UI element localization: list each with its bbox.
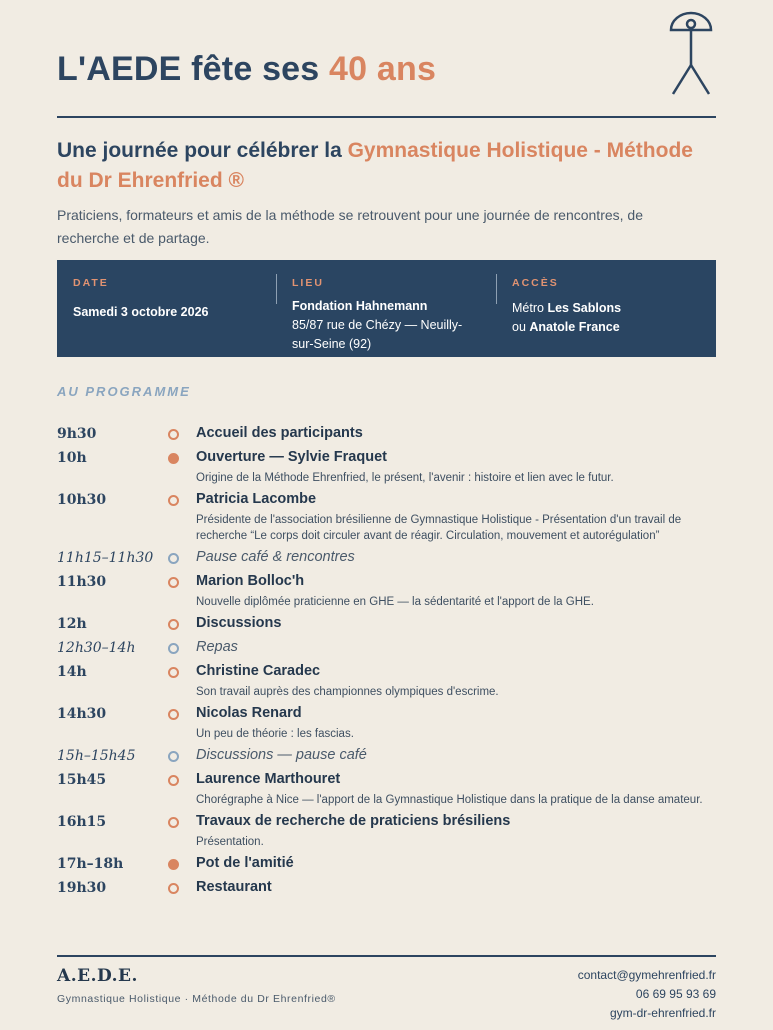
program-title: Laurence Marthouret <box>196 771 341 787</box>
lieu-name: Fondation Hahnemann <box>292 299 428 313</box>
program-item <box>57 878 716 902</box>
program-title: Patricia Lacombe <box>196 491 317 507</box>
program-item <box>57 548 716 572</box>
circle-dot-icon <box>168 619 179 630</box>
subtitle-lead: Une journée pour célébrer la <box>57 139 348 162</box>
program-description: Un peu de théorie : les fascias. <box>196 728 354 740</box>
program-time: 16h15 <box>57 814 107 830</box>
program-item <box>57 704 716 746</box>
program-item <box>57 854 716 878</box>
acces-line-2 <box>512 318 702 337</box>
program-title: Marion Bolloc'h <box>196 573 305 589</box>
program-row <box>57 490 716 514</box>
program-row <box>57 448 716 472</box>
program-description: Son travail auprès des championnes olympiques d'escrime. <box>196 686 499 698</box>
program-heading: AU PROGRAMME <box>57 384 191 399</box>
program-title: Pause café & rencontres <box>196 549 355 565</box>
program-row <box>57 854 716 878</box>
contact-block <box>578 966 716 1023</box>
circle-dot-icon <box>168 577 179 588</box>
org-tagline: Gymnastique Holistique · Méthode du Dr Ehrenfried® <box>57 993 336 1005</box>
program-title: Nicolas Renard <box>196 705 302 721</box>
lieu-address: 85/87 rue de Chézy — Neuilly-sur-Seine (92) <box>292 318 463 351</box>
program-list <box>57 424 716 902</box>
program-time: 11h30 <box>57 574 107 590</box>
program-time: 9h30 <box>57 426 97 442</box>
filled-dot-icon <box>168 453 179 464</box>
acces-line-1 <box>512 299 702 318</box>
program-item <box>57 448 716 490</box>
program-item <box>57 770 716 812</box>
program-title: Repas <box>196 639 238 655</box>
program-description: Présidente de l'association brésilienne de Gymnastique Holistique - Présentation d'un travail de recherche “Le corps doit circuler avant de réagir. Circulation, mouvement et autorégulation” <box>196 514 682 542</box>
subtitle-accent: Gymnastique Holistique - Méthode du Dr Ehrenfried ® <box>57 139 693 192</box>
program-time: 11h15–11h30 <box>57 550 154 566</box>
circle-dot-icon <box>168 429 179 440</box>
circle-dot-icon <box>168 775 179 786</box>
metro-station: Les Sablons <box>547 301 622 315</box>
org-name: A.E.D.E. <box>57 966 138 986</box>
circle-dot-icon <box>168 495 179 506</box>
program-title: Accueil des participants <box>196 425 363 441</box>
program-title: Pot de l'amitié <box>196 855 294 871</box>
program-time: 12h <box>57 616 87 632</box>
program-time: 10h30 <box>57 492 107 508</box>
program-title: Restaurant <box>196 879 272 895</box>
program-row <box>57 638 716 662</box>
program-item <box>57 638 716 662</box>
circle-dot-icon <box>168 643 179 654</box>
acces-prefix: ou <box>512 320 530 334</box>
info-separator <box>276 274 277 304</box>
program-row <box>57 770 716 794</box>
program-item <box>57 662 716 704</box>
circle-dot-icon <box>168 667 179 678</box>
contact-email-link[interactable]: contact@gymehrenfried.fr <box>577 968 716 982</box>
header-divider <box>57 116 716 118</box>
circle-dot-icon <box>168 709 179 720</box>
info-lieu <box>292 274 477 354</box>
program-time: 12h30–14h <box>57 640 136 656</box>
program-description: Présentation. <box>196 836 264 848</box>
program-item <box>57 572 716 614</box>
program-title: Discussions <box>196 615 282 631</box>
program-title: Christine Caradec <box>196 663 321 679</box>
date-value: Samedi 3 octobre 2026 <box>73 305 209 319</box>
contact-website-link[interactable]: gym-dr-ehrenfried.fr <box>609 1006 716 1020</box>
filled-dot-icon <box>168 859 179 870</box>
program-row <box>57 746 716 770</box>
program-time: 17h–18h <box>57 856 124 872</box>
info-date <box>73 274 208 322</box>
page-title <box>57 50 436 89</box>
program-row <box>57 572 716 596</box>
program-time: 10h <box>57 450 87 466</box>
circle-dot-icon <box>168 817 179 828</box>
title-main: L'AEDE fête ses <box>57 50 330 88</box>
program-title: Discussions — pause café <box>196 747 367 763</box>
program-row <box>57 812 716 836</box>
program-item <box>57 424 716 448</box>
event-info-box <box>57 260 716 357</box>
program-title: Travaux de recherche de praticiens brésiliens <box>196 813 511 829</box>
program-item <box>57 614 716 638</box>
title-accent: 40 ans <box>329 50 437 88</box>
program-time: 15h45 <box>57 772 107 788</box>
program-row <box>57 614 716 638</box>
program-item <box>57 746 716 770</box>
metro-station: Anatole France <box>529 320 620 334</box>
program-item <box>57 490 716 548</box>
circle-dot-icon <box>168 751 179 762</box>
program-row <box>57 704 716 728</box>
footer-divider <box>57 955 716 957</box>
info-separator <box>496 274 497 304</box>
program-description: Nouvelle diplômée praticienne en GHE — la sédentarité et l'apport de la GHE. <box>196 596 594 608</box>
program-time: 14h <box>57 664 87 680</box>
program-row <box>57 548 716 572</box>
circle-dot-icon <box>168 553 179 564</box>
acces-prefix: Métro <box>512 301 548 315</box>
info-acces <box>512 274 702 337</box>
gymnast-logo-icon <box>665 10 717 100</box>
program-title: Ouverture — Sylvie Fraquet <box>196 449 387 465</box>
program-row <box>57 878 716 902</box>
program-time: 14h30 <box>57 706 107 722</box>
program-row <box>57 424 716 448</box>
contact-phone-link[interactable]: 06 69 95 93 69 <box>635 987 716 1001</box>
circle-dot-icon <box>168 883 179 894</box>
event-subtitle <box>57 136 716 196</box>
acces-label: ACCÈS <box>512 277 559 289</box>
program-item <box>57 812 716 854</box>
program-row <box>57 662 716 686</box>
program-description: Chorégraphe à Nice — l'apport de la Gymnastique Holistique dans la pratique de la danse amateur. <box>196 794 703 806</box>
lieu-label: LIEU <box>292 277 324 289</box>
date-label: DATE <box>73 277 109 289</box>
program-time: 15h–15h45 <box>57 748 136 764</box>
intro-text: Praticiens, formateurs et amis de la méthode se retrouvent pour une journée de rencontres, de recherche et de partage. <box>57 207 643 246</box>
program-time: 19h30 <box>57 880 107 896</box>
program-description: Origine de la Méthode Ehrenfried, le présent, l'avenir : histoire et lien avec le futur. <box>196 472 614 484</box>
